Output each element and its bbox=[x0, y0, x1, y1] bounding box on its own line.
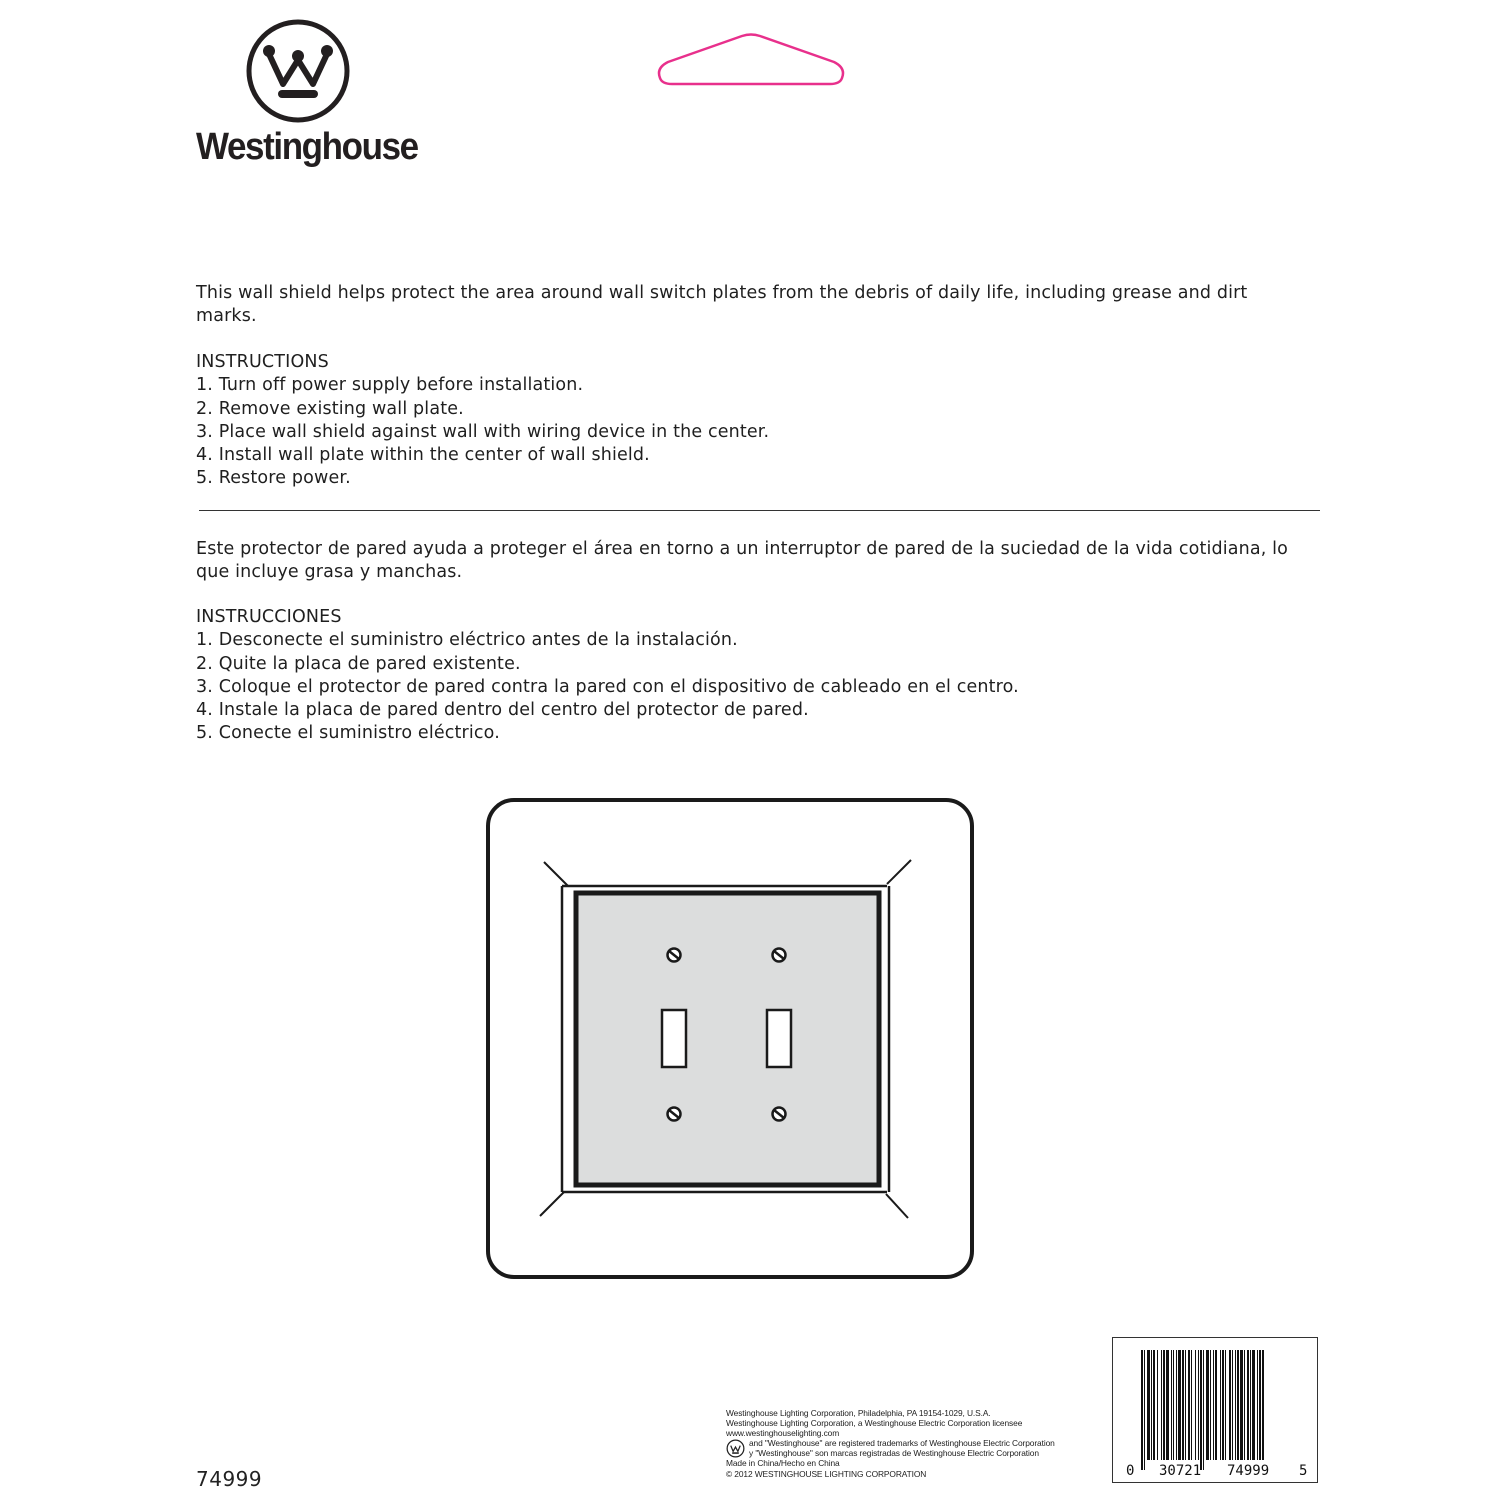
barcode-bar bbox=[1225, 1350, 1226, 1460]
barcode-bar bbox=[1244, 1350, 1245, 1460]
hang-tab-icon bbox=[654, 32, 848, 88]
barcode-group-left: 30721 bbox=[1159, 1463, 1202, 1479]
spanish-heading: INSTRUCCIONES bbox=[196, 607, 342, 627]
barcode-bar bbox=[1188, 1350, 1190, 1460]
barcode-bar bbox=[1151, 1350, 1152, 1460]
trademark-line: y "Westinghouse" son marcas registradas de Westinghouse Electric Corporation bbox=[749, 1448, 1039, 1459]
legal-line: Westinghouse Lighting Corporation, a Westinghouse Electric Corporation licensee bbox=[726, 1418, 1023, 1429]
barcode-bar bbox=[1157, 1350, 1158, 1460]
barcode-bar bbox=[1250, 1350, 1251, 1460]
legal-line: www.westinghouselighting.com bbox=[726, 1428, 840, 1439]
sku-number: 74999 bbox=[196, 1467, 263, 1491]
barcode-bar bbox=[1191, 1350, 1192, 1460]
barcode-bar bbox=[1147, 1350, 1150, 1460]
barcode-bar bbox=[1185, 1350, 1186, 1460]
english-heading: INSTRUCTIONS bbox=[196, 352, 329, 372]
barcode-bar bbox=[1262, 1350, 1264, 1460]
upc-barcode-icon bbox=[1112, 1337, 1318, 1483]
barcode-group-right: 74999 bbox=[1227, 1463, 1270, 1479]
barcode-bar bbox=[1237, 1350, 1239, 1460]
barcode-bar bbox=[1144, 1350, 1145, 1470]
english-step: 2. Remove existing wall plate. bbox=[196, 398, 464, 419]
english-step: 3. Place wall shield against wall with wiring device in the center. bbox=[196, 421, 770, 442]
barcode-bar bbox=[1166, 1350, 1169, 1460]
barcode-bar bbox=[1176, 1350, 1177, 1460]
barcode-bar bbox=[1257, 1350, 1258, 1460]
barcode-graphic bbox=[1113, 1338, 1319, 1484]
barcode-bar bbox=[1229, 1350, 1231, 1460]
double-toggle-switch-plate-icon bbox=[484, 796, 976, 1282]
spanish-step: 5. Conecte el suministro eléctrico. bbox=[196, 723, 500, 744]
spanish-step: 3. Coloque el protector de pared contra la pared con el dispositivo de cableado en el centro. bbox=[196, 676, 1019, 697]
barcode-bar bbox=[1215, 1350, 1217, 1460]
barcode-bar bbox=[1195, 1350, 1196, 1460]
barcode-bar bbox=[1247, 1350, 1249, 1460]
spanish-step: 2. Quite la placa de pared existente. bbox=[196, 653, 521, 674]
barcode-bar bbox=[1220, 1350, 1221, 1460]
barcode-bar bbox=[1213, 1350, 1214, 1460]
barcode-bar bbox=[1153, 1350, 1155, 1460]
english-step: 1. Turn off power supply before installation. bbox=[196, 375, 584, 396]
barcode-bar bbox=[1259, 1350, 1261, 1460]
barcode-bar bbox=[1198, 1350, 1199, 1460]
spanish-step: 1. Desconecte el suministro eléctrico antes de la instalación. bbox=[196, 630, 738, 651]
barcode-digit-right: 5 bbox=[1299, 1463, 1308, 1479]
barcode-bar bbox=[1203, 1350, 1204, 1470]
made-in-line: Made in China/Hecho en China bbox=[726, 1458, 840, 1469]
barcode-bar bbox=[1171, 1350, 1172, 1460]
brand-name: Westinghouse bbox=[196, 126, 418, 168]
westinghouse-w-logo-icon bbox=[245, 18, 351, 124]
english-instructions bbox=[196, 351, 1306, 491]
legal-notice bbox=[726, 1408, 1106, 1479]
barcode-bar bbox=[1222, 1350, 1224, 1460]
barcode-bar bbox=[1210, 1350, 1211, 1460]
barcode-bar bbox=[1182, 1350, 1184, 1460]
barcode-bar bbox=[1240, 1350, 1243, 1460]
barcode-bar bbox=[1200, 1350, 1202, 1470]
trademark-line: and "Westinghouse" are registered trademarks of Westinghouse Electric Corporation bbox=[749, 1438, 1055, 1449]
barcode-bar bbox=[1173, 1350, 1174, 1460]
english-step: 5. Restore power. bbox=[196, 468, 351, 489]
spanish-instructions bbox=[196, 606, 1306, 746]
section-divider bbox=[199, 510, 1320, 511]
barcode-bar bbox=[1163, 1350, 1165, 1460]
barcode-bar bbox=[1206, 1350, 1209, 1460]
barcode-bar bbox=[1235, 1350, 1236, 1460]
barcode-bar bbox=[1252, 1350, 1255, 1460]
barcode-digit-left: 0 bbox=[1126, 1463, 1135, 1479]
english-step: 4. Install wall plate within the center of wall shield. bbox=[196, 445, 650, 466]
copyright-line: © 2012 WESTINGHOUSE LIGHTING CORPORATION bbox=[726, 1468, 927, 1479]
barcode-bar bbox=[1178, 1350, 1181, 1460]
barcode-bar bbox=[1141, 1350, 1143, 1470]
barcode-bar bbox=[1232, 1350, 1233, 1460]
spanish-intro: Este protector de pared ayuda a proteger el área en torno a un interruptor de pared de la suciedad de la vida cotidiana, lo que incluye grasa y manchas. bbox=[196, 539, 1289, 583]
legal-line: Westinghouse Lighting Corporation, Philadelphia, PA 19154-1029, U.S.A. bbox=[726, 1408, 991, 1418]
english-intro: This wall shield helps protect the area around wall switch plates from the debris of daily life, including grease and dirt marks. bbox=[196, 283, 1248, 327]
westinghouse-mini-logo-icon bbox=[726, 1439, 745, 1458]
barcode-bar bbox=[1161, 1350, 1162, 1460]
spanish-step: 4. Instale la placa de pared dentro del centro del protector de pared. bbox=[196, 700, 809, 721]
